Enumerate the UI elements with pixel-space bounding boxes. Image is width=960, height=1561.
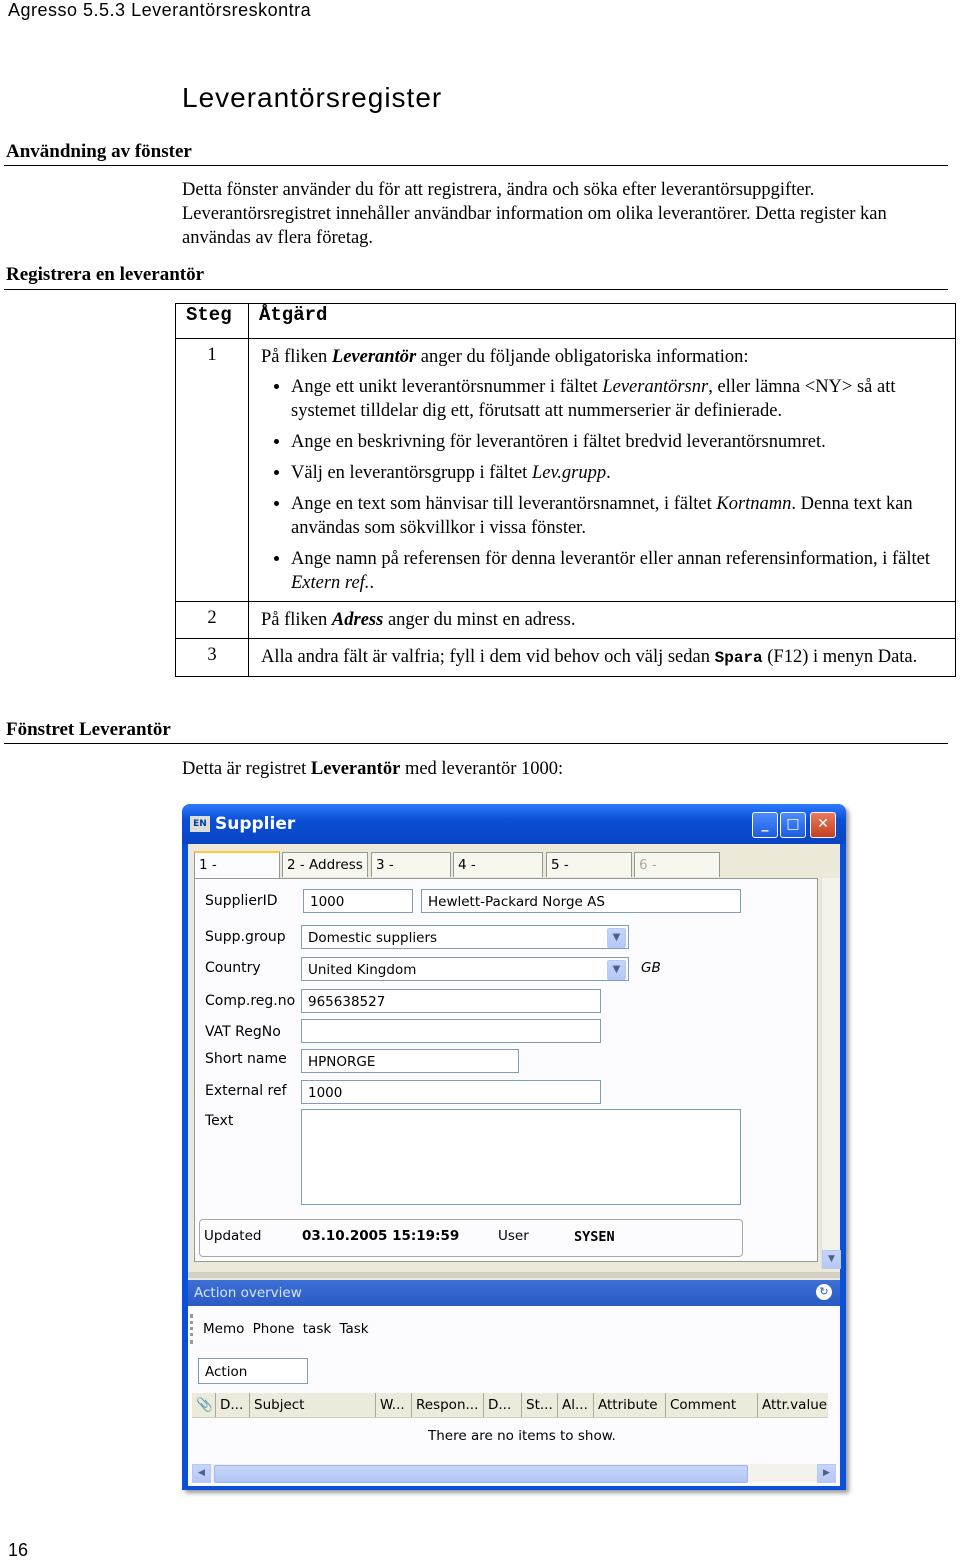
list-item: • Välj en leverantörsgrupp i fältet Lev.grupp. xyxy=(291,461,945,485)
tab-invoice[interactable]: 3 - xyxy=(371,852,451,877)
tab-payment[interactable]: 4 - xyxy=(453,852,543,877)
steps-table xyxy=(175,303,956,677)
col-action-header: Åtgärd xyxy=(249,304,956,339)
action-overview-pane xyxy=(188,1280,840,1486)
supplier-panel xyxy=(194,878,818,1262)
step-text: anger du följande obligatoriska information: xyxy=(416,347,749,367)
chevron-down-icon[interactable]: ▼ xyxy=(607,960,626,980)
external-ref-input[interactable]: 1000 xyxy=(301,1080,601,1104)
window-client xyxy=(188,844,840,1486)
column-header[interactable]: W... xyxy=(376,1393,412,1417)
column-header[interactable]: Attribute xyxy=(594,1393,666,1417)
step-action: På fliken Adress anger du minst en adress. xyxy=(249,602,956,639)
text-area[interactable] xyxy=(301,1109,741,1205)
minimize-button[interactable]: _ xyxy=(752,812,778,838)
step-emphasis: Leverantör xyxy=(331,347,417,367)
table-row xyxy=(176,339,956,602)
tab-address[interactable]: 2 - Address xyxy=(282,852,368,877)
menu-command: Spara xyxy=(714,649,763,667)
scroll-right-icon[interactable]: ▶ xyxy=(817,1464,836,1483)
horizontal-scrollbar[interactable] xyxy=(192,1464,836,1482)
action-overview-header xyxy=(188,1280,840,1306)
column-header[interactable]: D... xyxy=(484,1393,522,1417)
comp-reg-no-input[interactable]: 965638527 xyxy=(301,989,601,1013)
action-toolbar[interactable]: Memo Phone task Task xyxy=(190,1314,369,1344)
updated-bar xyxy=(199,1219,743,1257)
supplier-window xyxy=(182,804,846,1490)
page-number: 16 xyxy=(8,1540,29,1560)
bullet-list xyxy=(261,375,945,595)
action-column-header xyxy=(192,1393,828,1418)
divider xyxy=(4,289,948,290)
table-row xyxy=(176,639,956,677)
close-button[interactable]: ✕ xyxy=(810,812,836,838)
short-name-label: Short name xyxy=(205,1051,287,1067)
supplier-name-input[interactable]: Hewlett-Packard Norge AS xyxy=(421,889,741,913)
vertical-scrollbar[interactable] xyxy=(821,878,840,1268)
user-value: SYSEN xyxy=(574,1229,615,1245)
supplier-id-label: SupplierID xyxy=(205,893,278,909)
intro-text: Detta fönster använder du för att registrera, ändra och söka efter leverantörsuppgifter. Leverantörsregistret innehåller användbar information om olika leverantörer. Detta register kan användas av flera företag. xyxy=(182,180,887,248)
divider xyxy=(4,165,948,166)
window-titlebar xyxy=(182,804,846,844)
list-item: • Ange en beskrivning för leverantören i fältet bredvid leverantörsnumret. xyxy=(291,430,945,454)
tab-sunniva[interactable]: 6 - xyxy=(634,852,720,877)
step-text: På fliken xyxy=(261,347,332,367)
attachment-icon[interactable]: 📎 xyxy=(192,1393,216,1417)
list-item: • Ange namn på referensen för denna leverantör eller annan referensinformation, i fältet Extern ref.. xyxy=(291,547,945,595)
column-header[interactable]: Comment xyxy=(666,1393,758,1417)
supp-group-label: Supp.group xyxy=(205,929,286,945)
window-title: Supplier xyxy=(215,814,296,834)
country-select[interactable] xyxy=(301,957,629,981)
supplier-id-input[interactable]: 1000 xyxy=(303,889,413,913)
country-value: United Kingdom xyxy=(308,962,417,978)
column-header[interactable]: Al... xyxy=(558,1393,594,1417)
step-number: 3 xyxy=(176,639,249,677)
external-ref-label: External ref xyxy=(205,1083,287,1099)
table-row xyxy=(176,602,956,639)
user-label: User xyxy=(498,1228,529,1244)
page-title: Leverantörsregister xyxy=(182,82,443,113)
action-select[interactable]: Action xyxy=(198,1358,308,1384)
step-action xyxy=(249,339,956,602)
pane-splitter[interactable] xyxy=(188,1272,840,1278)
scroll-thumb[interactable] xyxy=(214,1465,748,1483)
figure-caption: Detta är registret Leverantör med leverantör 1000: xyxy=(182,759,564,779)
supp-group-value: Domestic suppliers xyxy=(308,930,438,946)
divider xyxy=(4,743,948,744)
comp-reg-no-label: Comp.reg.no xyxy=(205,993,296,1009)
tab-supplier[interactable]: 1 - xyxy=(194,851,280,879)
vat-reg-no-input[interactable] xyxy=(301,1019,601,1043)
column-header[interactable]: D... xyxy=(216,1393,250,1417)
empty-list-message: There are no items to show. xyxy=(428,1428,616,1444)
step-action: Alla andra fält är valfria; fyll i dem vid behov och välj sedan Spara (F12) i menyn Data. xyxy=(249,639,956,677)
app-icon: EN xyxy=(190,816,210,832)
col-step-header: Steg xyxy=(176,304,249,339)
page-header: Agresso 5.5.3 Leverantörsreskontra xyxy=(8,0,312,20)
column-header[interactable]: Attr.value xyxy=(762,1397,828,1413)
short-name-input[interactable]: HPNORGE xyxy=(301,1049,519,1073)
column-header[interactable]: St... xyxy=(522,1393,558,1417)
section-usage-heading: Användning av fönster xyxy=(6,141,192,162)
action-overview-title: Action overview xyxy=(194,1285,302,1301)
section-window-heading: Fönstret Leverantör xyxy=(6,719,171,740)
country-label: Country xyxy=(205,960,261,976)
tab-relation[interactable]: 5 - xyxy=(546,852,632,877)
text-label: Text xyxy=(205,1113,234,1129)
updated-label: Updated xyxy=(204,1228,262,1244)
step-number: 2 xyxy=(176,602,249,639)
country-code: GB xyxy=(641,960,661,976)
column-header[interactable]: Respon... xyxy=(412,1393,484,1417)
supp-group-select[interactable] xyxy=(301,925,629,949)
updated-value: 03.10.2005 15:19:59 xyxy=(302,1228,460,1244)
refresh-icon[interactable]: ↻ xyxy=(816,1284,832,1300)
scroll-down-icon[interactable]: ▼ xyxy=(822,1250,841,1269)
step-number: 1 xyxy=(176,339,249,602)
list-item: • Ange ett unikt leverantörsnummer i fältet Leverantörsnr, eller lämna <NY> så att systemet tilldelar dig ett, förutsatt att nummerserier är definierade. xyxy=(291,375,945,423)
maximize-button[interactable]: □ xyxy=(780,812,806,838)
scroll-left-icon[interactable]: ◀ xyxy=(192,1464,211,1483)
column-header[interactable]: Subject xyxy=(250,1393,376,1417)
vat-reg-no-label: VAT RegNo xyxy=(205,1024,281,1040)
chevron-down-icon[interactable]: ▼ xyxy=(607,928,626,948)
list-item: • Ange en text som hänvisar till leverantörsnamnet, i fältet Kortnamn. Denna text kan användas som sökvillkor i vissa fönster. xyxy=(291,492,945,540)
section-register-heading: Registrera en leverantör xyxy=(6,264,205,285)
